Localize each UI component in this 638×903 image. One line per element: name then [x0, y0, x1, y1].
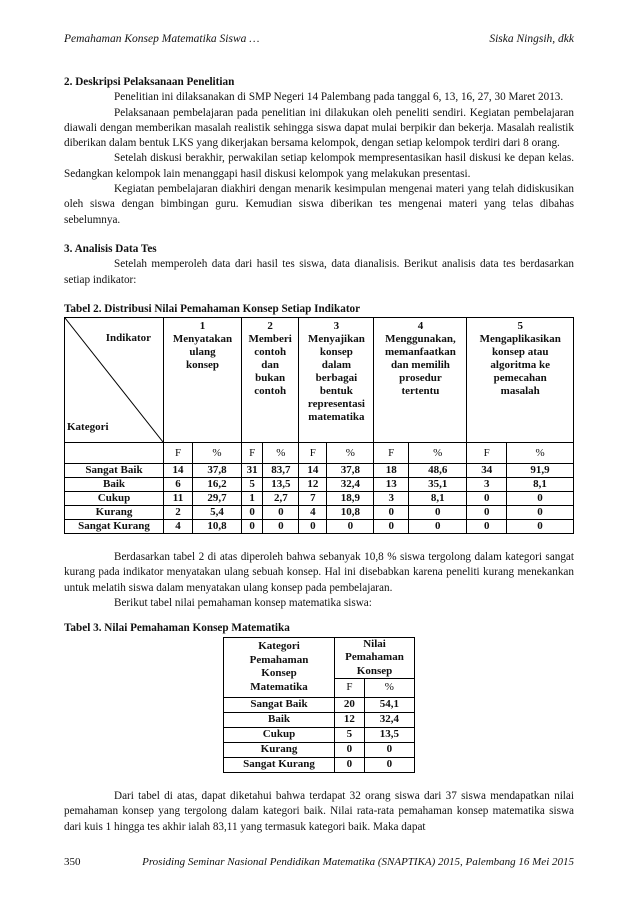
f-header: F: [467, 443, 507, 464]
diagonal-header-cell: [65, 318, 164, 443]
value-cell: 91,9: [507, 464, 574, 478]
header-title: Pemahaman Konsep Matematika Siswa …: [64, 33, 260, 45]
value-cell: 13: [374, 478, 409, 492]
value-cell: 3: [374, 492, 409, 506]
value-cell: 8,1: [507, 478, 574, 492]
value-cell: 0: [299, 520, 327, 534]
value-cell: 31: [241, 464, 262, 478]
value-cell: 10,8: [193, 520, 242, 534]
value-cell: 29,7: [193, 492, 242, 506]
value-cell: 32,4: [364, 713, 414, 728]
percent-header: %: [263, 443, 299, 464]
category-cell: Kurang: [224, 743, 335, 758]
percent-header: %: [364, 679, 414, 698]
value-cell: 0: [507, 520, 574, 534]
value-cell: 8,1: [409, 492, 467, 506]
value-cell: 14: [299, 464, 327, 478]
value-cell: 35,1: [409, 478, 467, 492]
value-cell: 0: [335, 758, 365, 773]
value-cell: 54,1: [364, 698, 414, 713]
value-cell: 20: [335, 698, 365, 713]
value-cell: 34: [467, 464, 507, 478]
value-cell: 12: [299, 478, 327, 492]
table-row: [65, 492, 574, 506]
indicator-1-header: 1 Menyatakan ulang konsep: [164, 318, 242, 443]
table-2-caption: Tabel 2. Distribusi Nilai Pemahaman Konsep Setiap Indikator: [64, 302, 361, 315]
value-cell: 0: [374, 506, 409, 520]
paragraph: Pelaksanaan pembelajaran pada penelitian ini dilakukan oleh peneliti sendiri. Kegiatan pembelajaran diawali dengan memberikan masalah realistik sehingga siswa dapat mulai berpikir dan bekerja. Masalah realistik diberikan dalam bentuk LKS yang dikerjakan bersama kelompok, dengan setiap kelompok terdiri dari 8 orang.: [64, 106, 574, 150]
f-header: F: [335, 679, 365, 698]
section-2-title: 2. Deskripsi Pelaksanaan Penelitian: [64, 76, 235, 88]
value-cell: 0: [263, 520, 299, 534]
table-row: [65, 478, 574, 492]
value-cell: 0: [467, 492, 507, 506]
value-cell: 0: [409, 520, 467, 534]
value-cell: 0: [374, 520, 409, 534]
table-row: [65, 506, 574, 520]
table-2: [64, 317, 574, 534]
value-cell: 37,8: [327, 464, 374, 478]
value-cell: 18,9: [327, 492, 374, 506]
percent-header: %: [327, 443, 374, 464]
indicator-2-header: 2 Memberi contoh dan bukan contoh: [241, 318, 298, 443]
value-cell: 0: [335, 743, 365, 758]
value-cell: 12: [335, 713, 365, 728]
value-cell: 0: [409, 506, 467, 520]
value-cell: 7: [299, 492, 327, 506]
category-cell: Sangat Kurang: [65, 520, 164, 534]
table-row: [65, 520, 574, 534]
paragraph: Setelah diskusi berakhir, perwakilan setiap kelompok mempresentasikan hasil diskusi ke depan kelas. Sedangkan kelompok lain menanggapi hasil diskusi kelompok yang melakukan presentasi.: [64, 152, 574, 180]
value-cell: 13,5: [364, 728, 414, 743]
category-cell: Sangat Baik: [224, 698, 335, 713]
percent-header: %: [507, 443, 574, 464]
value-cell: 48,6: [409, 464, 467, 478]
value-cell: 6: [164, 478, 193, 492]
category-cell: Cukup: [224, 728, 335, 743]
value-cell: 1: [241, 492, 262, 506]
nilai-header: Nilai Pemahaman Konsep: [335, 637, 415, 679]
table-3: [223, 637, 415, 774]
category-cell: Sangat Kurang: [224, 758, 335, 773]
value-cell: 83,7: [263, 464, 299, 478]
paragraph: Dari tabel di atas, dapat diketahui bahwa terdapat 32 orang siswa dari 37 siswa mendapatkan nilai pemahaman konsep yang tergolong dalam kategori baik. Nilai rata-rata pemahaman konsep matematika siswa dari kuis 1 hingga tes akhir ialah 83,11 yang termasuk kategori baik. Maka dapat: [64, 790, 574, 833]
f-header: F: [374, 443, 409, 464]
value-cell: 32,4: [327, 478, 374, 492]
paragraph: Berikut tabel nilai pemahaman konsep matematika siswa:: [114, 597, 372, 610]
value-cell: 16,2: [193, 478, 242, 492]
value-cell: 0: [507, 506, 574, 520]
value-cell: 0: [467, 520, 507, 534]
percent-header: %: [193, 443, 242, 464]
header-authors: Siska Ningsih, dkk: [489, 33, 574, 45]
value-cell: 14: [164, 464, 193, 478]
value-cell: 0: [263, 506, 299, 520]
value-cell: 13,5: [263, 478, 299, 492]
running-header: [64, 33, 574, 45]
paragraph: Kegiatan pembelajaran diakhiri dengan menarik kesimpulan mengenai materi yang telah didiskusikan oleh siswa dengan bimbingan guru. Kemudian siswa diberikan tes mengenai materi yang telas dibahas sebelumnya.: [64, 183, 574, 226]
proceedings-title: Prosiding Seminar Nasional Pendidikan Matematika (SNAPTIKA) 2015, Palembang 16 Mei 2015: [142, 856, 574, 868]
value-cell: 0: [364, 758, 414, 773]
value-cell: 3: [467, 478, 507, 492]
value-cell: 2,7: [263, 492, 299, 506]
page-content: [64, 75, 574, 835]
kategori-header: Kategori Pemahaman Konsep Matematika: [224, 637, 335, 698]
table-row: [224, 758, 415, 773]
value-cell: 37,8: [193, 464, 242, 478]
table-row: [224, 728, 415, 743]
f-header: F: [164, 443, 193, 464]
value-cell: 5,4: [193, 506, 242, 520]
value-cell: 4: [299, 506, 327, 520]
value-cell: 2: [164, 506, 193, 520]
value-cell: 0: [507, 492, 574, 506]
category-cell: Baik: [224, 713, 335, 728]
value-cell: 5: [241, 478, 262, 492]
value-cell: 0: [241, 506, 262, 520]
category-cell: Cukup: [65, 492, 164, 506]
value-cell: 5: [335, 728, 365, 743]
indicator-5-header: 5 Mengaplikasikan konsep atau algoritma ke pemecahan masalah: [467, 318, 574, 443]
paragraph: Penelitian ini dilaksanakan di SMP Negeri 14 Palembang pada tanggal 6, 13, 16, 27, 30 Maret 2013.: [114, 91, 564, 104]
page-number: 350: [64, 856, 81, 868]
category-cell: Baik: [65, 478, 164, 492]
paragraph: Berdasarkan tabel 2 di atas diperoleh bahwa sebanyak 10,8 % siswa tergolong dalam kategori sangat kurang pada indikator menyatakan ulang sebuah konsep. Hal ini disebabkan karena peneliti kurang menekankan untuk melatih siswa dalam menyatakan ulang konsep pada pembelajaran.: [64, 551, 574, 594]
category-cell: Kurang: [65, 506, 164, 520]
category-cell: Sangat Baik: [65, 464, 164, 478]
percent-header: %: [409, 443, 467, 464]
value-cell: 18: [374, 464, 409, 478]
f-header: F: [299, 443, 327, 464]
value-cell: 0: [364, 743, 414, 758]
table-row: [65, 464, 574, 478]
paragraph: Setelah memperoleh data dari hasil tes siswa, data dianalisis. Berikut analisis data tes berdasarkan setiap indikator:: [64, 258, 574, 286]
indicator-3-header: 3 Menyajikan konsep dalam berbagai bentuk representasi matematika: [299, 318, 374, 443]
indicator-4-header: 4 Menggunakan, memanfaatkan dan memilih prosedur tertentu: [374, 318, 467, 443]
value-cell: 10,8: [327, 506, 374, 520]
f-header: F: [241, 443, 262, 464]
value-cell: 0: [467, 506, 507, 520]
section-3-title: 3. Analisis Data Tes: [64, 242, 157, 255]
value-cell: 0: [241, 520, 262, 534]
value-cell: 4: [164, 520, 193, 534]
table-row: [224, 698, 415, 713]
value-cell: 0: [327, 520, 374, 534]
indikator-label: Indikator: [105, 332, 151, 345]
table-3-caption: Tabel 3. Nilai Pemahaman Konsep Matematika: [64, 622, 290, 635]
table-row: [224, 743, 415, 758]
value-cell: 11: [164, 492, 193, 506]
blank-cell: [65, 443, 164, 464]
table-row: [224, 713, 415, 728]
kategori-label: Kategori: [67, 421, 109, 434]
